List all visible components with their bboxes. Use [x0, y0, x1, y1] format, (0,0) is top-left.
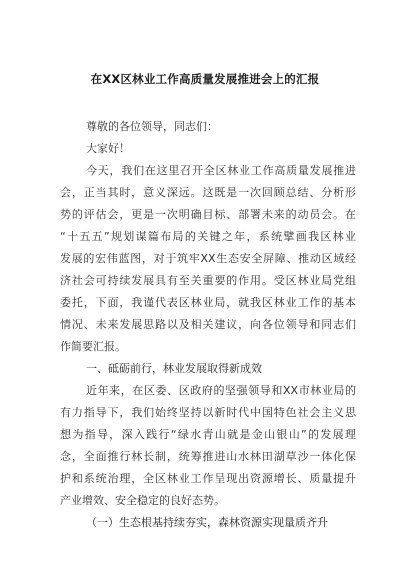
document-title: 在XX区林业工作高质量发展推进会上的汇报	[90, 72, 320, 86]
paragraph-line: 产业增效、安全稳定的良好态势。	[60, 494, 225, 507]
paragraph-line: 会，正当其时，意义深远。这既是一次回顾总结、分析形	[60, 186, 356, 199]
paragraph-line: 势的评估会，更是一次明确目标、部署未来的动员会。在	[60, 208, 356, 221]
paragraph-line: 想为指导，深入践行“绿水青山就是金山银山”的发展理	[60, 428, 356, 441]
paragraph-line: 作简要汇报。	[60, 340, 126, 353]
paragraph-line: 委托，下面，我谨代表区林业局，就我区林业工作的基本	[60, 296, 356, 309]
subsection-heading: （一）生态根基持续夯实，森林资源实现量质齐升	[86, 516, 328, 529]
greeting: 大家好！	[86, 142, 130, 155]
salutation: 尊敬的各位领导，同志们：	[86, 120, 218, 133]
paragraph-line: 护和系统治理，全区林业工作呈现出资源增长、质量提升	[60, 472, 356, 485]
paragraph-line: 发展的宏伟蓝图，对于筑牢XX生态安全屏障、推动区域经	[60, 252, 356, 265]
paragraph-line: “十五五”规划谋篇布局的关键之年，系统擘画我区林业	[60, 230, 356, 243]
paragraph-line: 有力指导下，我们始终坚持以新时代中国特色社会主义思	[60, 406, 356, 419]
section-heading: 一、砥砺前行，林业发展取得新成效	[86, 362, 262, 375]
document-body	[60, 116, 356, 534]
paragraph-line: 情况、未来发展思路以及相关建议，向各位领导和同志们	[60, 318, 356, 331]
paragraph-line: 今天，我们在这里召开全区林业工作高质量发展推进	[86, 164, 356, 177]
paragraph-line: 念，全面推行林长制，统筹推进山水林田湖草沙一体化保	[60, 450, 356, 463]
paragraph-line: 近年来，在区委、区政府的坚强领导和XX市林业局的	[86, 384, 356, 397]
paragraph-line: 济社会可持续发展具有至关重要的作用。受区林业局党组	[60, 274, 356, 287]
